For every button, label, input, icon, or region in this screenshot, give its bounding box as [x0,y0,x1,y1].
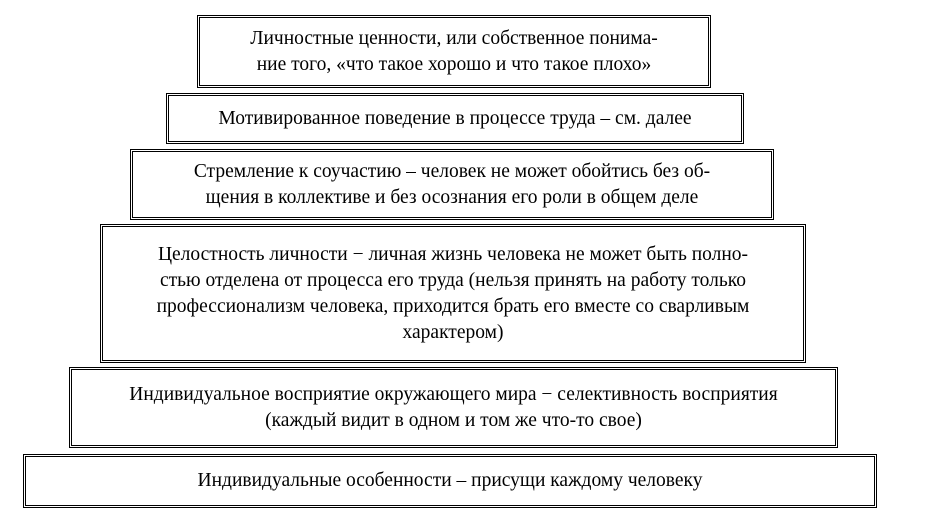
level-text [250,26,657,78]
level-line: щения в коллективе и без осознания его роли в общем деле [205,186,699,208]
level-line: Целостность личности − личная жизнь человека не может быть полно- [157,243,749,265]
level-line: Стремление к соучастию – человек не может обойтись без об- [193,160,711,182]
level-individual-traits [23,454,877,508]
level-personality-integrity [100,224,806,363]
level-line: стью отделена от процесса его труда (нельзя принять на работу только [159,269,747,291]
level-text [129,382,777,434]
level-individual-perception [69,367,838,448]
level-line: ние того, «что такое хорошо и что такое плохо» [256,53,652,75]
level-participation [130,149,774,220]
level-line: Личностные ценности, или собственное понима- [250,27,658,49]
level-line: Индивидуальные особенности – присущи каждому человеку [197,470,703,491]
level-motivated-behavior [166,93,744,144]
level-text [157,242,750,346]
level-line: (каждый видит в одном и том же что-то свое) [265,409,642,431]
level-line: характером) [402,321,504,343]
level-line: Мотивированное поведение в процессе труда – см. далее [218,107,692,129]
level-text [194,159,710,211]
level-text [218,106,691,132]
level-line: Индивидуальное восприятие окружающего мира − селективность восприятия [129,383,778,405]
level-personal-values [197,15,711,88]
level-text [198,468,703,494]
level-line: профессионализм человека, приходится брать его вместе со сварливым [156,295,750,317]
